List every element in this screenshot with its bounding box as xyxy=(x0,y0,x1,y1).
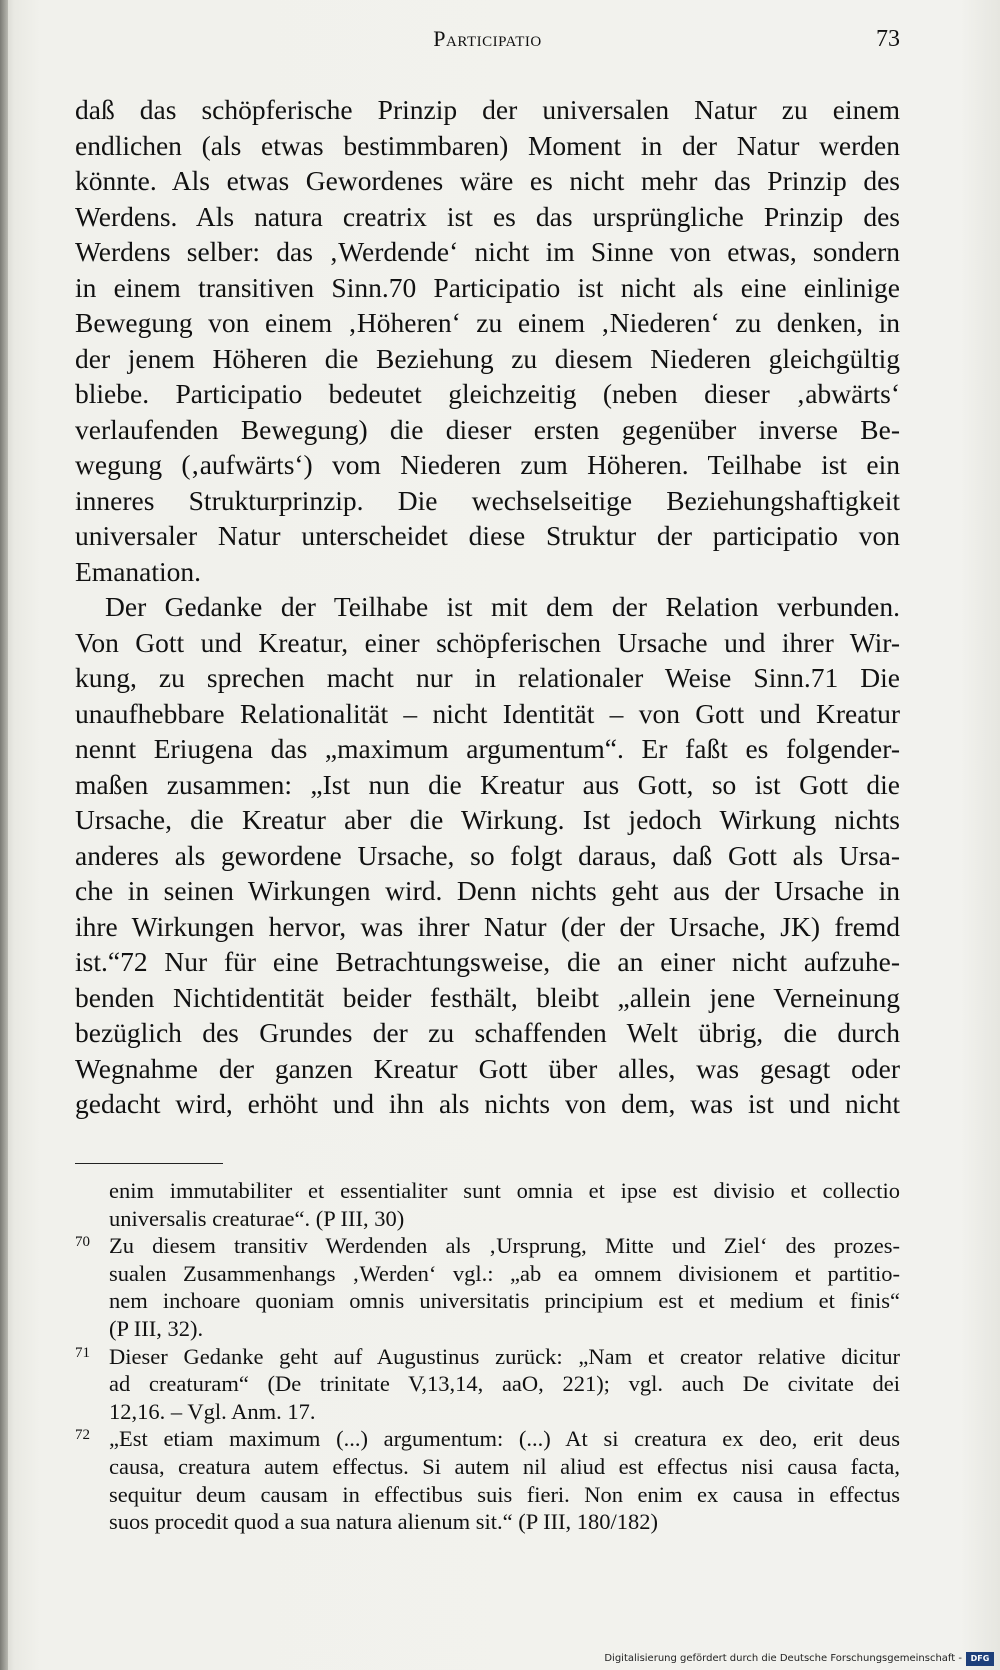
text-line: Werdens selber: das ‚Werdende‘ nicht im Sinne von etwas, sondern xyxy=(75,236,900,267)
footnote-line: „Est etiam maximum (...) argumentum: (...) At si creatura ex deo, erit deus xyxy=(109,1426,900,1452)
text-line: Ursache, die Kreatur aber die Wirkung. Ist jedoch Wirkung nichts xyxy=(75,804,900,835)
dfg-logo: DFG xyxy=(966,1652,994,1666)
text-line: ist.“72 Nur für eine Betrachtungsweise, die an einer nicht aufzuhe- xyxy=(75,946,900,977)
text-line: bezüglich des Grundes der zu schaffenden Welt übrig, die durch xyxy=(75,1017,900,1048)
footnote-line: Zu diesem transitiv Werdenden als ‚Ursprung, Mitte und Ziel‘ des prozes- xyxy=(109,1233,900,1259)
footnote-line: sualen Zusammenhangs ‚Werden‘ vgl.: „ab ea omnem divisionem et partitio- xyxy=(109,1260,900,1286)
main-text xyxy=(75,92,900,1122)
footnote-number: 70 xyxy=(75,1234,90,1251)
text-line: Werdens. Als natura creatrix ist es das ursprüngliche Prinzip des xyxy=(75,200,900,232)
footnote-number: 72 xyxy=(75,1427,90,1444)
footnote-line: suos procedit quod a sua natura alienum sit.“ (P III, 180/182) xyxy=(109,1509,659,1535)
text-line: bliebe. Participatio bedeutet gleichzeitig (neben dieser ‚abwärts‘ xyxy=(75,378,900,409)
footnote-line: 12,16. – Vgl. Anm. 17. xyxy=(109,1398,316,1424)
text-line: universaler Natur unterscheidet diese Struktur der participatio von xyxy=(75,520,900,551)
text-line: gedacht wird, erhöht und ihn als nichts von dem, was ist und nicht xyxy=(75,1088,900,1119)
text-line: anderes als gewordene Ursache, so folgt daraus, daß Gott als Ursa- xyxy=(75,839,900,871)
text-line: Wegnahme der ganzen Kreatur Gott über alles, was gesagt oder xyxy=(75,1052,900,1084)
text-line: der jenem Höheren die Beziehung zu diesem Niederen gleichgültig xyxy=(75,342,900,374)
footnote-line: sequitur deum causam in effectibus suis fieri. Non enim ex causa in effectus xyxy=(109,1481,900,1507)
text-line: Emanation. xyxy=(75,555,202,587)
text-line: benden Nichtidentität beider festhält, bleibt „allein jene Verneinung xyxy=(75,981,900,1013)
footnote-line: universalis creaturae“. (P III, 30) xyxy=(109,1205,405,1231)
text-line: daß das schöpferische Prinzip der universalen Natur zu einem xyxy=(75,94,900,125)
footnotes xyxy=(75,1177,900,1536)
text-line: könnte. Als etwas Gewordenes wäre es nicht mehr das Prinzip des xyxy=(75,165,900,196)
footnote-line: causa, creatura autem effectus. Si autem nil aliud est effectus nisi causa facta, xyxy=(109,1453,900,1479)
footnote-line: nem inchoare quoniam omnis universitatis principium est et medium et finis“ xyxy=(109,1288,900,1314)
text-line: Von Gott und Kreatur, einer schöpferischen Ursache und ihrer Wir- xyxy=(75,626,900,658)
text-line: che in seinen Wirkungen wird. Denn nichts geht aus der Ursache in xyxy=(75,875,900,906)
text-line: wegung (‚aufwärts‘) vom Niederen zum Höheren. Teilhabe ist ein xyxy=(75,449,900,480)
text-line: nennt Eriugena das „maximum argumentum“. Er faßt es folgender- xyxy=(75,733,900,764)
digitization-credit: Digitalisierung gefördert durch die Deutsche Forschungsgemeinschaft - xyxy=(604,1653,962,1664)
footnote-line: enim immutabiliter et essentialiter sunt omnia et ipse est divisio et collectio xyxy=(109,1178,900,1203)
page-number: 73 xyxy=(876,26,900,52)
text-line: Der Gedanke der Teilhabe ist mit dem der Relation verbunden. xyxy=(105,591,900,622)
footnote-line: (P III, 32). xyxy=(109,1315,204,1341)
text-line: inneres Strukturprinzip. Die wechselseitige Beziehungshaftigkeit xyxy=(75,484,900,516)
text-line: maßen zusammen: „Ist nun die Kreatur aus Gott, so ist Gott die xyxy=(75,768,900,800)
book-spine-shadow xyxy=(0,0,8,1670)
text-line: endlichen (als etwas bestimmbaren) Moment in der Natur werden xyxy=(75,129,900,161)
footnote-number: 71 xyxy=(75,1344,90,1361)
footnote-line: ad creaturam“ (De trinitate V,13,14, aaO, 221); vgl. auch De civitate dei xyxy=(109,1371,900,1397)
footnote-separator xyxy=(75,1163,223,1164)
text-line: ihre Wirkungen hervor, was ihrer Natur (der der Ursache, JK) fremd xyxy=(75,910,900,942)
text-line: kung, zu sprechen macht nur in relationaler Weise Sinn.71 Die xyxy=(75,662,900,693)
page-header xyxy=(75,26,900,60)
text-line: verlaufenden Bewegung) die dieser ersten gegenüber inverse Be- xyxy=(75,413,900,445)
text-line: unaufhebbare Relationalität – nicht Identität – von Gott und Kreatur xyxy=(75,697,900,729)
footnote xyxy=(75,1425,900,1535)
footnote xyxy=(75,1232,900,1342)
footnote xyxy=(75,1343,900,1426)
running-head: Participatio xyxy=(433,26,542,51)
text-line: Bewegung von einem ‚Höheren‘ zu einem ‚Niederen‘ zu denken, in xyxy=(75,307,900,338)
footnote xyxy=(75,1177,900,1232)
text-line: in einem transitiven Sinn.70 Participatio ist nicht als eine einlinige xyxy=(75,271,900,303)
footnote-line: Dieser Gedanke geht auf Augustinus zurück: „Nam et creator relative dicitur xyxy=(109,1343,900,1369)
